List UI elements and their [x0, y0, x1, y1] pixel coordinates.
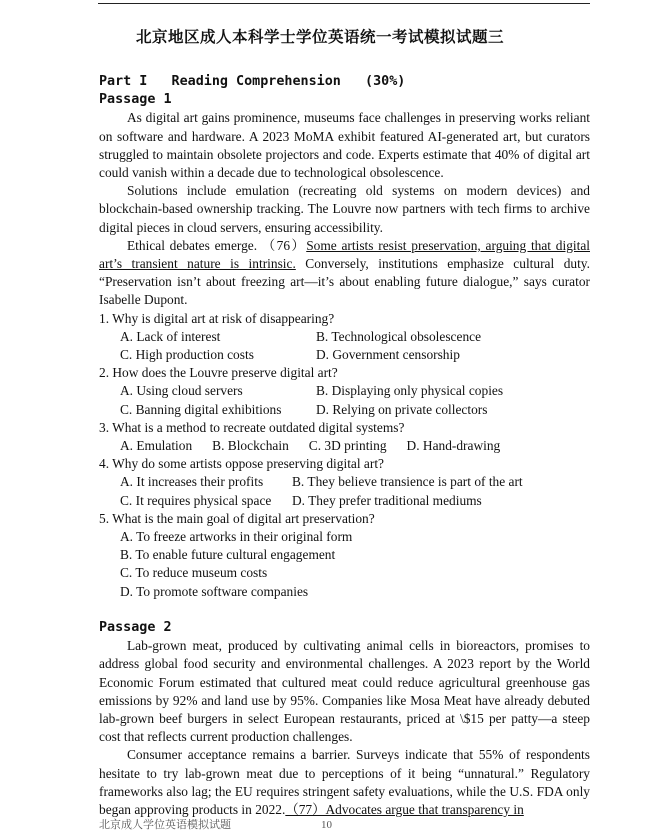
- passage-1-paragraph-1: As digital art gains prominence, museums face challenges in preserving works reliant on software and hardware. A 2023 MoMA exhibit featured AI-generated art, but curators struggled to maintain obsolete projectors and code. Experts estimate that 40% of digital art could vanish within a decade due to technological obsolescence.: [99, 110, 590, 180]
- passage-1-paragraph-3: [99, 237, 590, 310]
- option-c[interactable]: C. It requires physical space: [120, 492, 272, 508]
- option-d[interactable]: D. To promote software companies: [120, 583, 309, 599]
- page-footer: [99, 816, 332, 834]
- option-a[interactable]: A. Using cloud servers: [120, 383, 243, 399]
- option-a[interactable]: A. Emulation: [120, 438, 193, 454]
- option-b[interactable]: B. They believe transience is part of the art: [292, 474, 523, 490]
- question-2: 2. How does the Louvre preserve digital art?: [99, 365, 338, 381]
- option-c[interactable]: C. 3D printing: [308, 438, 387, 454]
- translation-underline-77: （77）Advocates argue that transparency in: [285, 802, 524, 818]
- question-2-options-row-2: [99, 401, 590, 419]
- translation-underline-76: Some artists resist preservation, arguing that digital art’s transient nature is intrinsic.: [99, 237, 590, 271]
- option-a[interactable]: A. Lack of interest: [120, 328, 221, 344]
- question-4: 4. Why do some artists oppose preserving digital art?: [99, 456, 384, 472]
- passage-1-heading: Passage 1: [99, 92, 172, 108]
- passage-2-paragraph-1: Lab-grown meat, produced by cultivating animal cells in bioreactors, promises to address global food security and environmental challenges. A 2023 report by the World Economic Forum estimated that cultured meat could reduce agricultural greenhouse gas emissions by 92% and land use by 95%. Companies like Mosa Meat have already debuted lab-grown beef burgers in select European restaurants, priced at \$15 per patty—a steep cost that reflects current production challenges.: [99, 638, 590, 745]
- option-a[interactable]: A. To freeze artworks in their original form: [120, 529, 353, 545]
- passage-2-paragraph-2: [99, 746, 590, 819]
- question-3: 3. What is a method to recreate outdated digital systems?: [99, 419, 405, 435]
- footer-text: 北京成人学位英语模拟试题: [99, 819, 231, 831]
- option-b[interactable]: B. Technological obsolescence: [316, 328, 482, 344]
- question-4-options-row-2: [99, 492, 590, 510]
- option-b[interactable]: B. Blockchain: [212, 438, 289, 454]
- option-d[interactable]: D. Relying on private collectors: [316, 401, 488, 417]
- paragraph-lead-text: Ethical debates emerge. （76）: [127, 237, 307, 253]
- option-d[interactable]: D. Hand-drawing: [406, 438, 501, 454]
- paragraph-rest-text: Conversely, institutions emphasize cultural duty. “Preservation isn’t about freezing art—it’s about enabling future dialogue,” says curator Isabelle Dupont.: [99, 256, 590, 308]
- section-spacer: [99, 601, 590, 619]
- question-3-options: [99, 437, 590, 455]
- header-rule: [98, 3, 590, 4]
- part-heading: Part I Reading Comprehension (30%): [99, 74, 406, 89]
- question-4-options-row-1: [99, 473, 590, 491]
- option-c[interactable]: C. Banning digital exhibitions: [120, 401, 282, 417]
- question-5: 5. What is the main goal of digital art preservation?: [99, 510, 375, 526]
- question-1: 1. Why is digital art at risk of disappearing?: [99, 310, 335, 326]
- page-title: 北京地区成人本科学士学位英语统一考试模拟试题三: [135, 28, 504, 46]
- question-2-options-row-1: [99, 382, 590, 400]
- option-d[interactable]: D. They prefer traditional mediums: [292, 492, 482, 508]
- exam-content: [99, 73, 590, 819]
- option-b[interactable]: B. To enable future cultural engagement: [120, 547, 336, 563]
- option-b[interactable]: B. Displaying only physical copies: [316, 383, 504, 399]
- option-c[interactable]: C. High production costs: [120, 347, 254, 363]
- option-c[interactable]: C. To reduce museum costs: [120, 565, 268, 581]
- option-a[interactable]: A. It increases their profits: [120, 474, 264, 490]
- paragraph-lead-text: Consumer acceptance remains a barrier. Surveys indicate that 55% of respondents hesitate to try lab-grown meat due to perceptions of it being “unnatural.” Regulatory frameworks also lag; the EU requires stringent safety evaluations, while the U.S. FDA only began approving products in 2022.: [99, 747, 590, 818]
- passage-2-heading: Passage 2: [99, 620, 172, 636]
- page-number: 10: [321, 819, 332, 831]
- option-d[interactable]: D. Government censorship: [316, 347, 460, 363]
- question-1-options-row-1: [99, 328, 590, 346]
- question-1-options-row-2: [99, 346, 590, 364]
- passage-1-paragraph-2: Solutions include emulation (recreating old systems on modern devices) and blockchain-based ownership tracking. The Louvre now partners with tech firms to archive digital pieces in cloud servers, ensuring accessibility.: [99, 183, 590, 235]
